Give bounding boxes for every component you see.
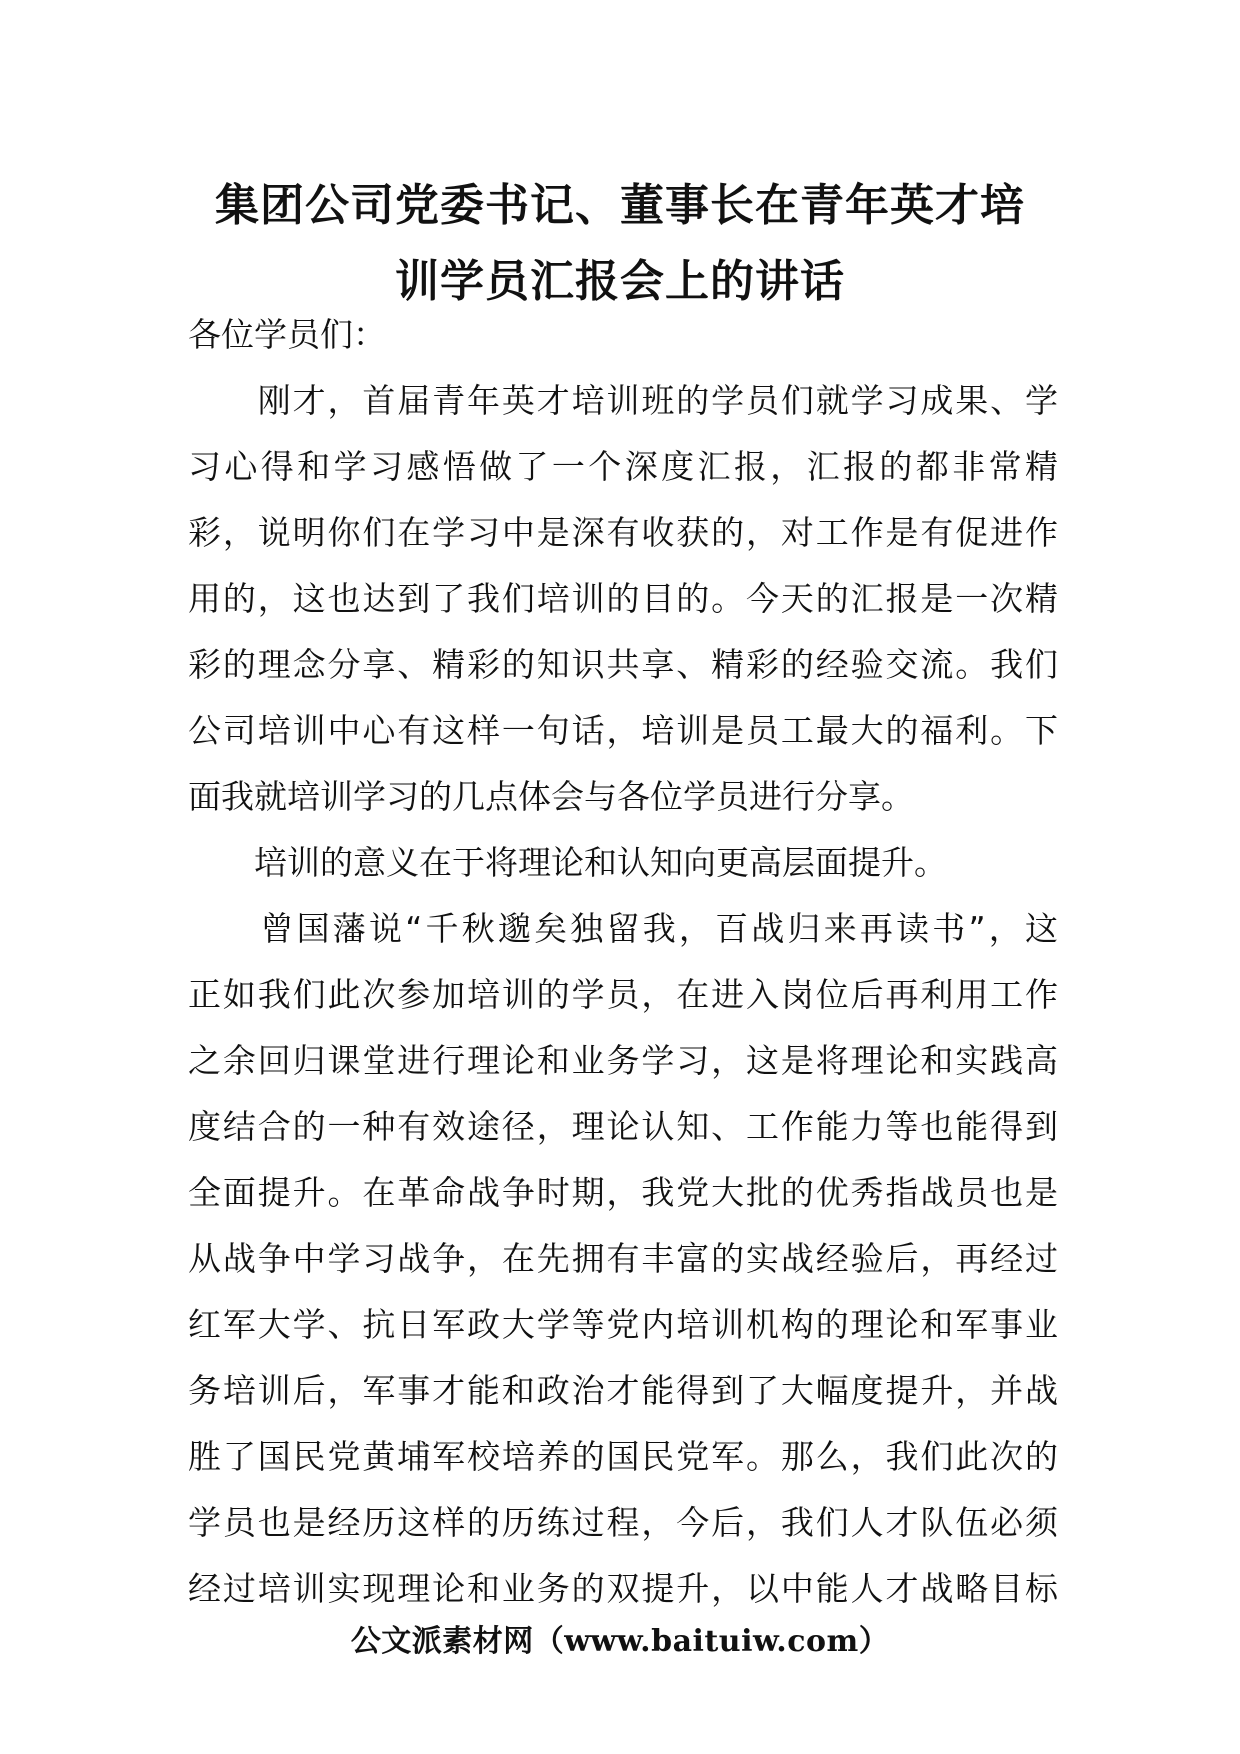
document-title <box>180 168 1060 320</box>
title-line-2: 训学员汇报会上的讲话 <box>395 256 845 307</box>
body-line: 之余回归课堂进行理论和业务学习，这是将理论和实践高 <box>188 1041 1058 1080</box>
section-heading: 培训的意义在于将理论和认知向更高层面提升。 <box>188 843 947 882</box>
body-line: 曾国藩说“千秋邈矣独留我，百战归来再读书”，这 <box>188 909 1058 948</box>
salutation: 各位学员们： <box>188 315 386 354</box>
body-line: 用的，这也达到了我们培训的目的。今天的汇报是一次精 <box>188 579 1058 618</box>
document-body <box>188 302 1058 1622</box>
body-line: 刚才，首届青年英才培训班的学员们就学习成果、学 <box>188 381 1058 420</box>
title-line-1: 集团公司党委书记、董事长在青年英才培 <box>215 180 1025 231</box>
body-line: 红军大学、抗日军政大学等党内培训机构的理论和军事业 <box>188 1305 1058 1344</box>
body-line: 经过培训实现理论和业务的双提升，以中能人才战略目标 <box>188 1569 1058 1608</box>
body-line: 度结合的一种有效途径，理论认知、工作能力等也能得到 <box>188 1107 1058 1146</box>
body-line: 务培训后，军事才能和政治才能得到了大幅度提升，并战 <box>188 1371 1058 1410</box>
body-line: 正如我们此次参加培训的学员，在进入岗位后再利用工作 <box>188 975 1058 1014</box>
body-line: 胜了国民党黄埔军校培养的国民党军。那么，我们此次的 <box>188 1437 1058 1476</box>
body-line: 面我就培训学习的几点体会与各位学员进行分享。 <box>188 777 914 816</box>
body-line: 公司培训中心有这样一句话，培训是员工最大的福利。下 <box>188 711 1058 750</box>
body-line: 彩，说明你们在学习中是深有收获的，对工作是有促进作 <box>188 513 1058 552</box>
body-line: 学员也是经历这样的历练过程，今后，我们人才队伍必须 <box>188 1503 1058 1542</box>
body-line: 习心得和学习感悟做了一个深度汇报，汇报的都非常精 <box>188 447 1058 486</box>
body-line: 从战争中学习战争，在先拥有丰富的实战经验后，再经过 <box>188 1239 1058 1278</box>
body-line: 全面提升。在革命战争时期，我党大批的优秀指战员也是 <box>188 1173 1058 1212</box>
body-line: 彩的理念分享、精彩的知识共享、精彩的经验交流。我们 <box>188 645 1058 684</box>
source-footer: 公文派素材网（www.baituiw.com） <box>350 1624 890 1659</box>
